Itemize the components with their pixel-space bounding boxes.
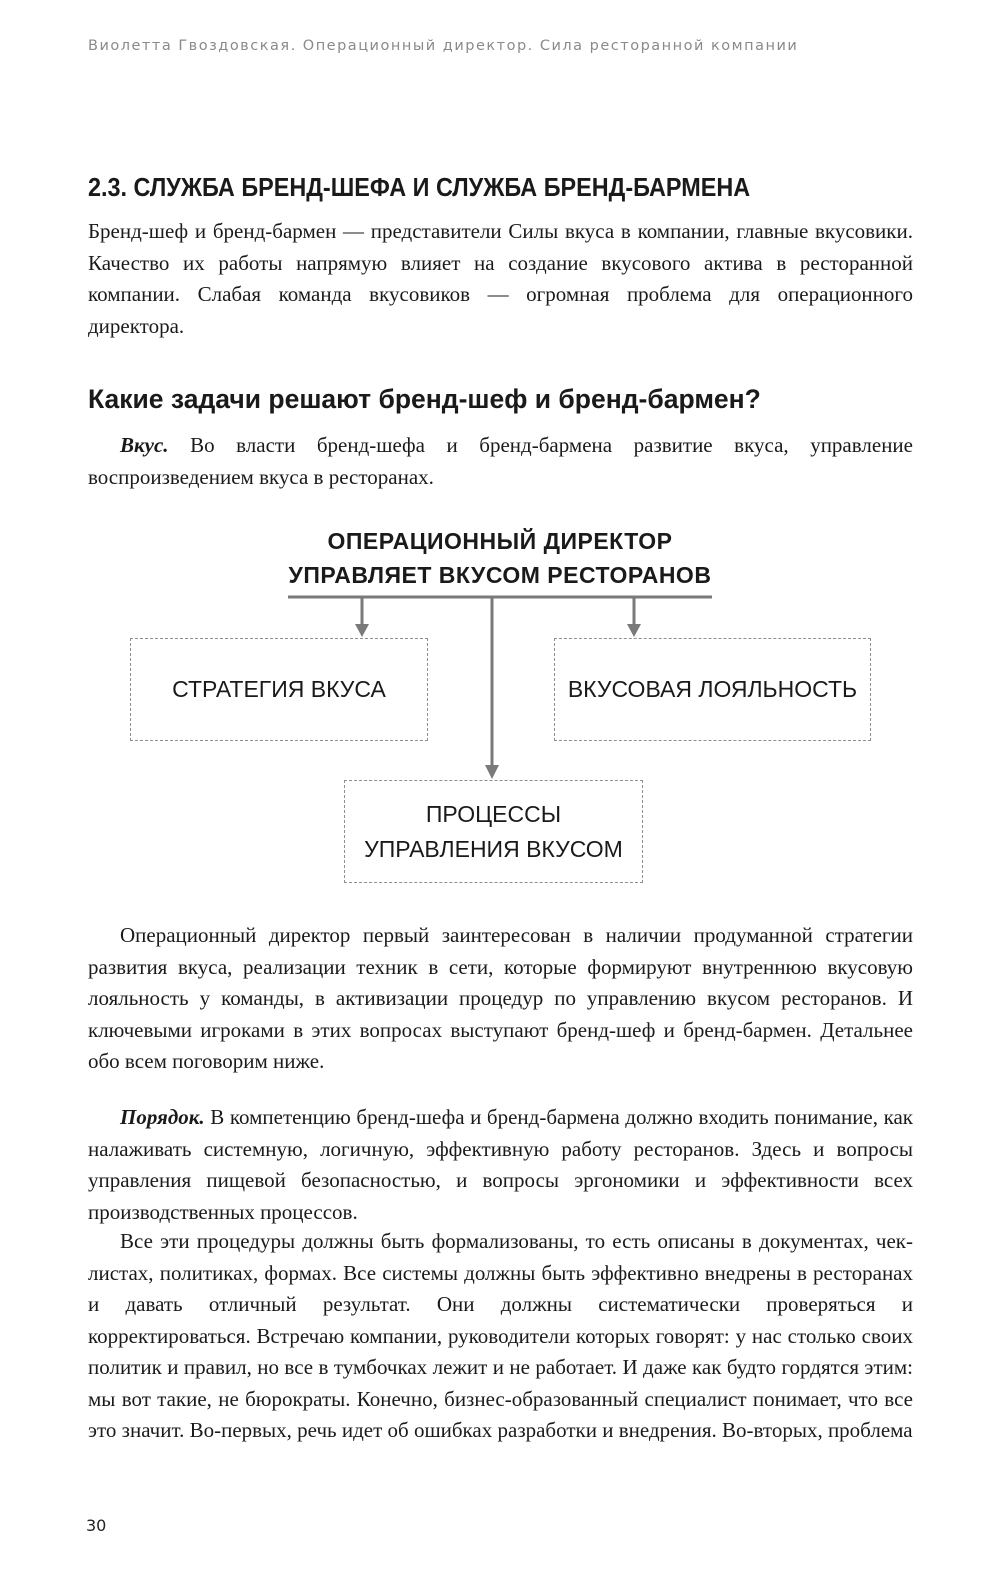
diagram-title-line2: УПРАВЛЯЕТ ВКУСОМ РЕСТОРАНОВ [288, 562, 712, 588]
loyalty-box [554, 638, 871, 741]
order-paragraph [88, 1102, 913, 1228]
order-lead: Порядок. [120, 1105, 205, 1129]
arrow-right-head [627, 624, 641, 637]
processes-box-line1: ПРОЦЕССЫ [425, 800, 562, 827]
processes-box [344, 780, 643, 883]
subheading: Какие задачи решают бренд-шеф и бренд-бармен? [88, 384, 761, 414]
page-number: 30 [86, 1516, 107, 1535]
taste-text: Во власти бренд-шефа и бренд-бармена развитие вкуса, управление воспроизведением вкуса в ресторанах. [88, 433, 913, 489]
diagram-title-line1: ОПЕРАЦИОННЫЙ ДИРЕКТОР [327, 528, 673, 554]
section-title-text: СЛУЖБА БРЕНД-ШЕФА И СЛУЖБА БРЕНД-БАРМЕНА [133, 172, 751, 202]
arrow-left-head [355, 624, 369, 637]
arrow-center-head [485, 765, 499, 779]
section-number: 2.3. [88, 172, 128, 202]
final-paragraph: Все эти процедуры должны быть формализованы, то есть описаны в документах, чек-листах, политиках, формах. Все системы должны быть эффективно внедрены в ресторанах и давать отличный результат. Они должны систематически проверяться и корректироваться. Встречаю компании, руководители которых говорят: у нас столько своих политик и правил, но все в тумбочках лежит и не работает. И даже как будто гордятся этим: мы вот такие, не бюрократы. Конечно, бизнес-образованный специалист понимает, что все это значит. Во-первых, речь идет об ошибках разработки и внедрения. Во-вторых, проблема [88, 1229, 913, 1442]
strategy-box [130, 638, 428, 741]
intro-paragraph: Бренд-шеф и бренд-бармен — представители Силы вкуса в компании, главные вкусовики. Качество их работы напрямую влияет на создание вкусового актива в ресторанной компании. Слабая команда вкусовиков — огромная проблема для операционного директора. [88, 219, 913, 338]
loyalty-box-label: ВКУСОВАЯ ЛОЯЛЬНОСТЬ [567, 676, 858, 702]
strategy-box-label: СТРАТЕГИЯ ВКУСА [172, 676, 386, 702]
running-header: Виолетта Гвоздовская. Операционный директор. Сила ресторанной компании [88, 38, 799, 54]
order-text: В компетенцию бренд-шефа и бренд-бармена должно входить понимание, как налаживать системную, логичную, эффективную работу ресторанов. Здесь и вопросы управления пищевой безопасностью, и вопросы эргономики и эффективности всех производственных процессов. [88, 1105, 913, 1224]
taste-lead: Вкус. [120, 433, 169, 457]
after-diagram-paragraph: Операционный директор первый заинтересован в наличии продуманной стратегии развития вкуса, реализации техник в сети, которые формируют внутреннюю вкусовую лояльность у команды, в активизации процедур по управлению вкусом ресторанов. И ключевыми игроками в этих вопросах выступают бренд-шеф и бренд-бармен. Детальнее обо всем поговорим ниже. [88, 923, 913, 1073]
processes-box-line2: УПРАВЛЕНИЯ ВКУСОМ [364, 835, 623, 862]
